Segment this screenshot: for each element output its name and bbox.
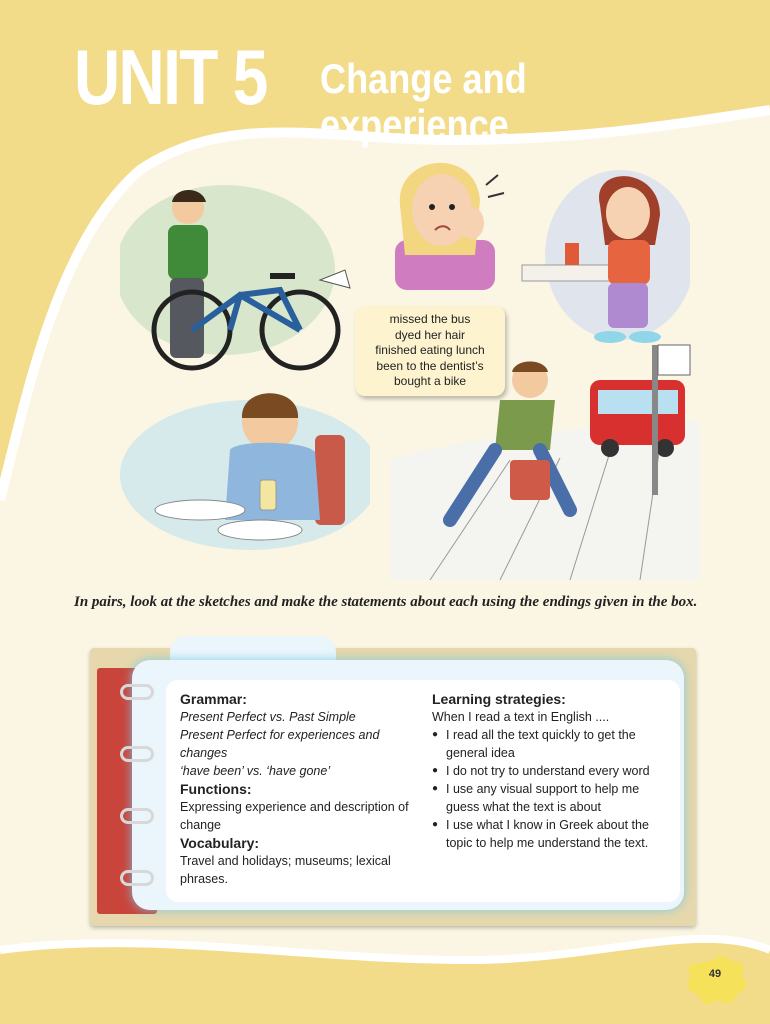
ending-item: finished eating lunch [375, 343, 485, 358]
girl-dyed-hair-sketch [520, 165, 690, 350]
learning-strategies-intro: When I read a text in English .... [432, 710, 610, 724]
page-number-splat [680, 950, 750, 1010]
binder-ring [120, 684, 154, 700]
binder-ring [120, 870, 154, 886]
boy-missing-bus-sketch [390, 340, 700, 580]
man-eating-lunch-sketch [110, 380, 370, 560]
grammar-item: Present Perfect for experiences and changes [180, 728, 380, 760]
list-item: ● I use any visual support to help me guess what the text is about [432, 780, 672, 816]
list-item: ● I use what I know in Greek about the topic to help me understand the text. [432, 816, 672, 852]
page-number: 49 [708, 968, 722, 980]
grammar-item: Present Perfect vs. Past Simple [180, 710, 356, 724]
ending-item: dyed her hair [394, 327, 466, 342]
overview-left-column [180, 690, 420, 888]
list-item: ● I do not try to understand every word [432, 762, 672, 780]
list-item: ● I read all the text quickly to get the general idea [432, 726, 672, 762]
unit-title: UNIT 5 [74, 33, 267, 121]
functions-text: Expressing experience and description of change [180, 800, 409, 832]
learning-strategies-list [432, 726, 672, 852]
ending-item: missed the bus [389, 312, 471, 327]
girl-toothache-sketch [380, 145, 510, 290]
grammar-item: ‘have been’ vs. ‘have gone’ [180, 764, 331, 778]
binder-ring [120, 808, 154, 824]
unit-subtitle: Change and experience [320, 55, 527, 148]
instruction-text: In pairs, look at the sketches and make the statements about each using the endings given in the box. [74, 594, 698, 610]
boy-with-bike-sketch [120, 180, 360, 390]
vocabulary-heading: Vocabulary: [180, 835, 260, 851]
overview-right-column [432, 690, 672, 852]
functions-heading: Functions: [180, 781, 252, 797]
binder-ring [120, 746, 154, 762]
grammar-heading: Grammar: [180, 691, 247, 707]
ending-item: bought a bike [393, 374, 467, 389]
ending-item: been to the dentist’s [376, 358, 484, 373]
vocabulary-text: Travel and holidays; museums; lexical phrases. [180, 854, 391, 886]
learning-strategies-heading: Learning strategies: [432, 691, 566, 707]
